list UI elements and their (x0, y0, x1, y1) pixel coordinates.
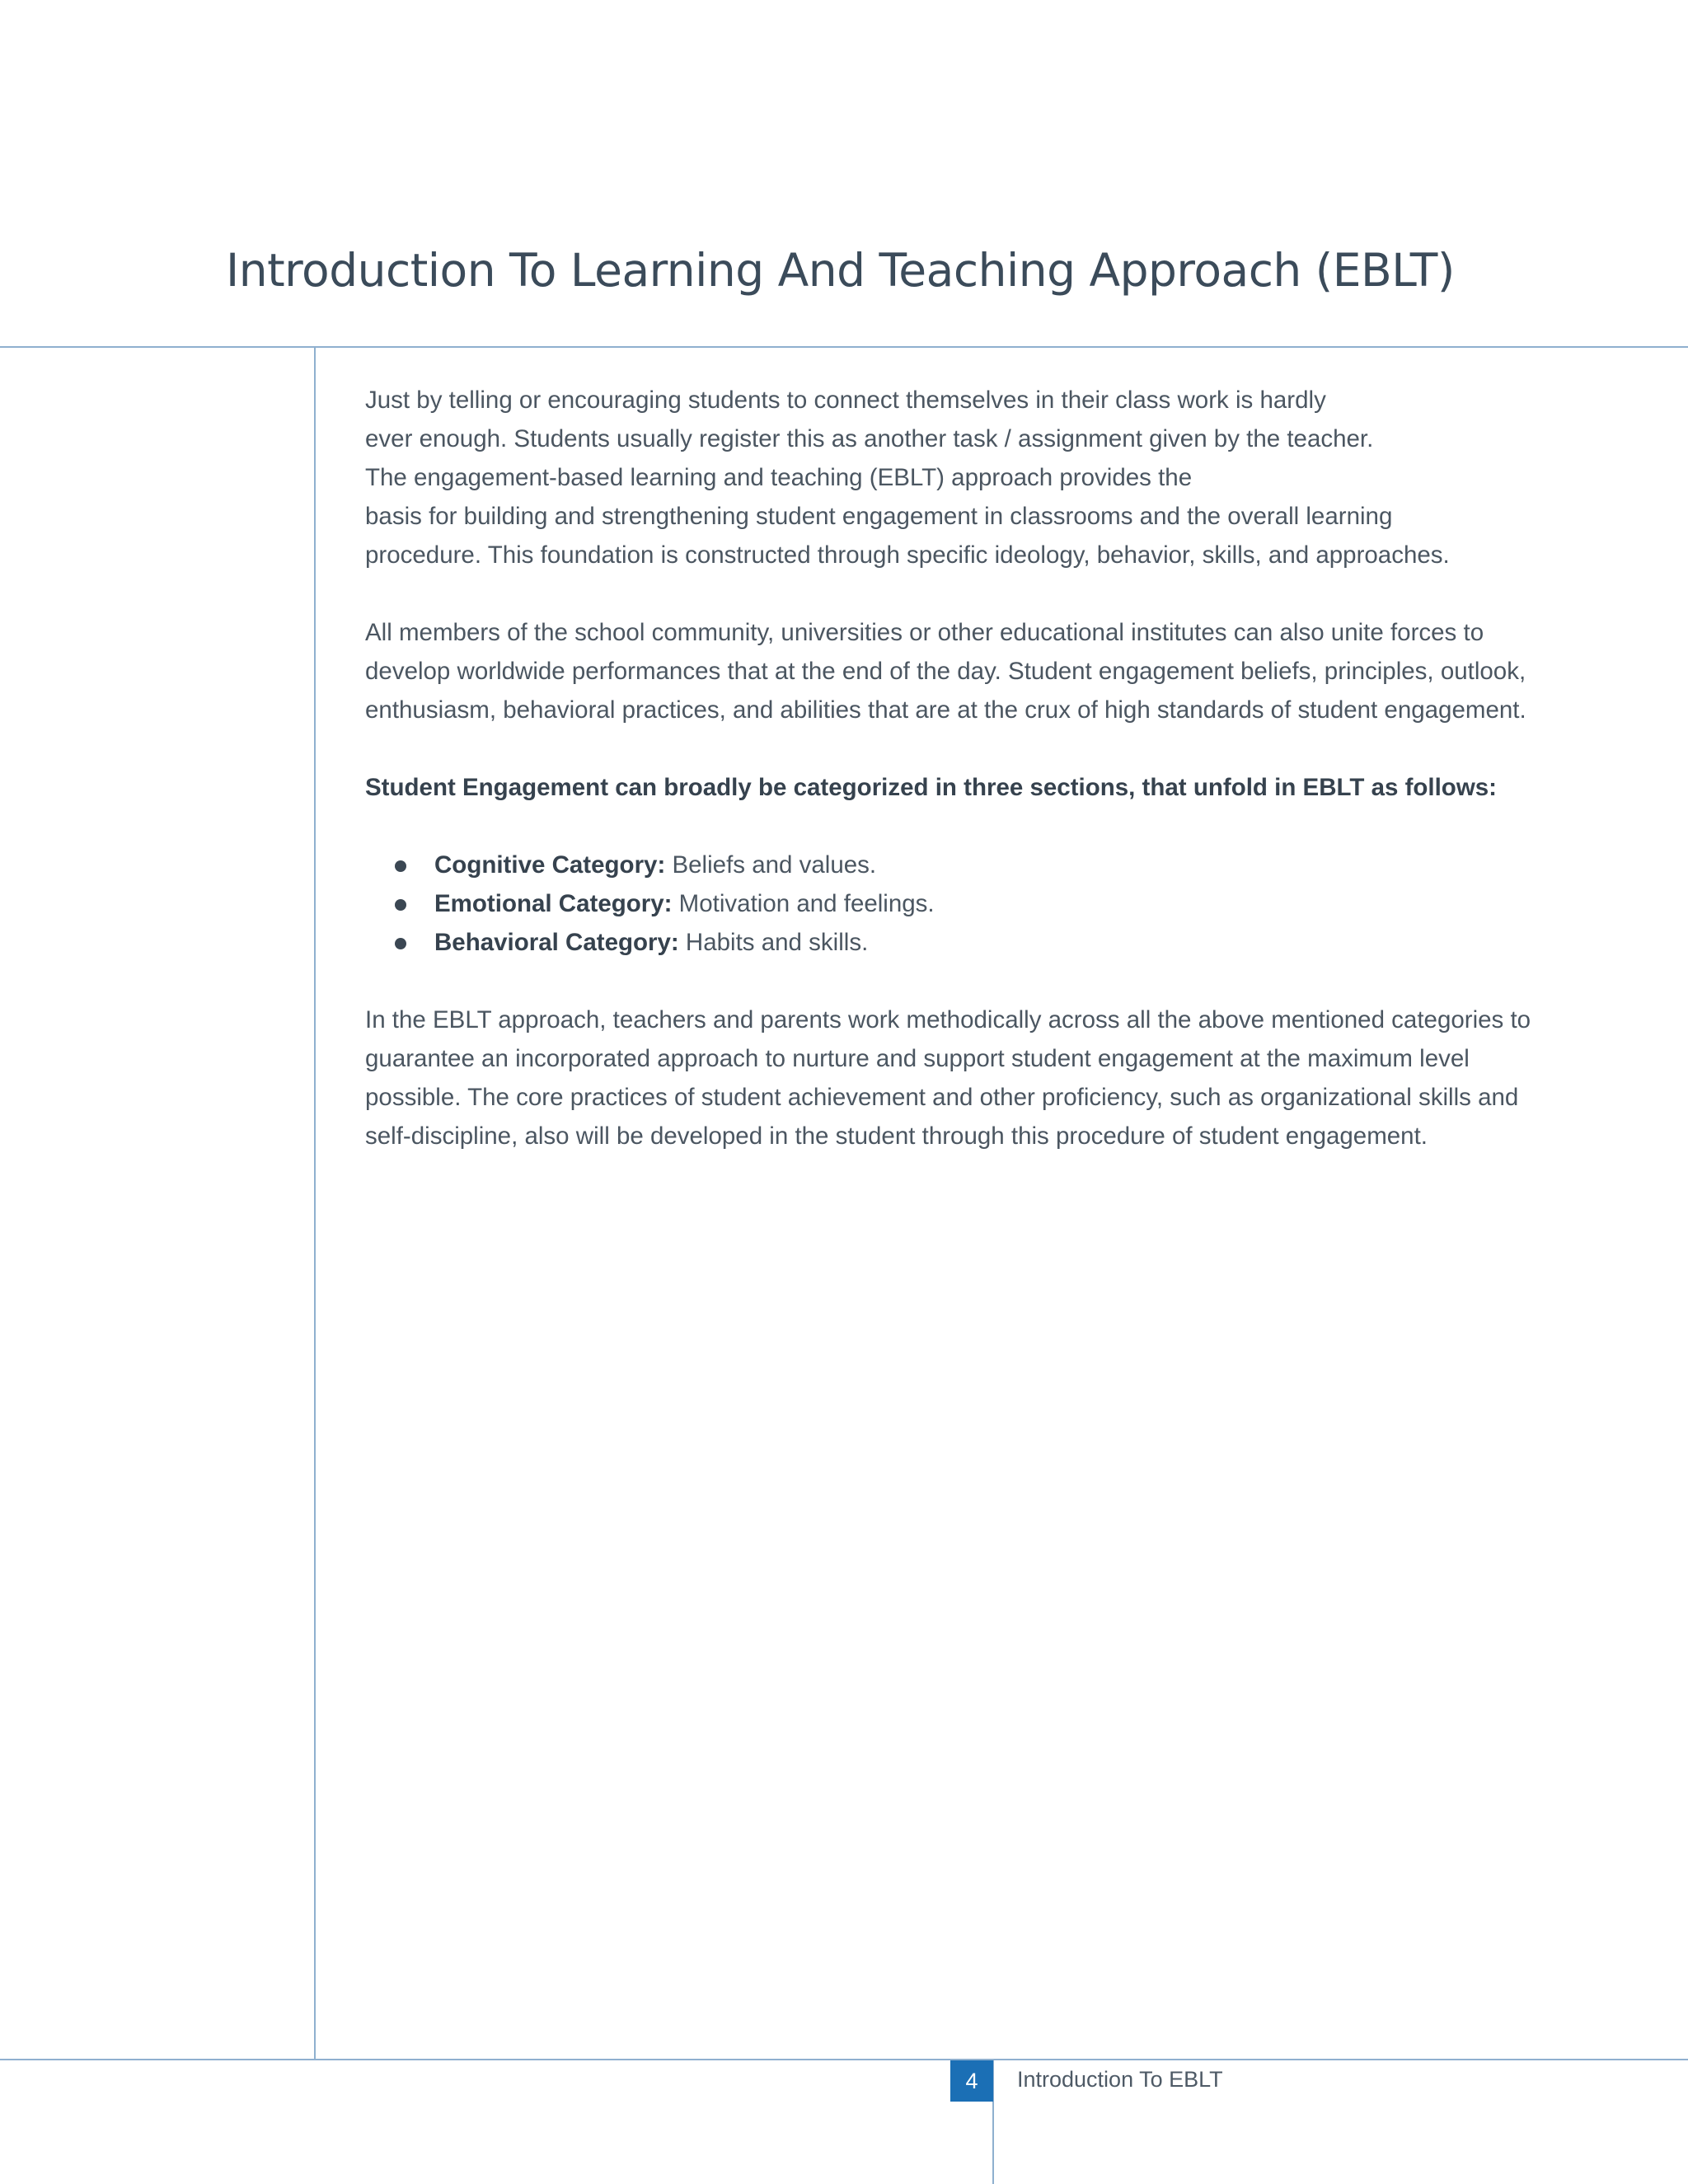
category-description: Habits and skills. (678, 929, 869, 956)
category-description: Motivation and feelings. (672, 890, 935, 917)
intro-paragraph (365, 381, 1536, 574)
category-list (365, 846, 1536, 962)
text-line: procedure. This foundation is constructed through specific ideology, behavior, skills, and approaches. (365, 541, 1450, 569)
text-line: enthusiasm, behavioral practices, and abilities that are at the crux of high standards of student engagement. (365, 696, 1526, 724)
text-line: basis for building and strengthening student engagement in classrooms and the overall learning (365, 503, 1393, 530)
list-item-emotional (365, 884, 1536, 923)
text-line: ever enough. Students usually register this as another task / assignment given by the teacher. (365, 425, 1374, 452)
text-line: All members of the school community, universities or other educational institutes can also unite forces to (365, 619, 1484, 646)
community-paragraph (365, 613, 1536, 729)
page-number-badge: 4 (950, 2060, 993, 2102)
text-line: guarantee an incorporated approach to nurture and support student engagement at the maximum level (365, 1045, 1470, 1072)
text-line: possible. The core practices of student achievement and other proficiency, such as organizational skills and (365, 1084, 1519, 1111)
text-line: self-discipline, also will be developed in the student through this procedure of student engagement. (365, 1122, 1428, 1150)
footer-divider (0, 2059, 1688, 2060)
category-term: Behavioral Category: (434, 929, 679, 956)
margin-rule (314, 347, 316, 2060)
text-line: The engagement-based learning and teaching (EBLT) approach provides the (365, 464, 1193, 491)
text-line: develop worldwide performances that at the end of the day. Student engagement beliefs, principles, outlook, (365, 658, 1526, 685)
text-line: In the EBLT approach, teachers and parents work methodically across all the above mentioned categories to (365, 1006, 1531, 1033)
category-description: Beliefs and values. (665, 851, 877, 879)
approach-paragraph (365, 1001, 1536, 1155)
header-divider (0, 346, 1688, 348)
list-item-behavioral (365, 923, 1536, 962)
bullet-icon (395, 860, 406, 872)
page-title: Introduction To Learning And Teaching Approach (EBLT) (226, 244, 1455, 297)
footer-section-label: Introduction To EBLT (1017, 2067, 1223, 2092)
category-term: Cognitive Category: (434, 851, 666, 879)
categories-lead-in: Student Engagement can broadly be categorized in three sections, that unfold in EBLT as follows: (365, 774, 1498, 801)
bullet-icon (395, 899, 406, 911)
category-term: Emotional Category: (434, 890, 673, 917)
list-item-cognitive (365, 846, 1536, 884)
bullet-icon (395, 938, 406, 949)
text-line: Just by telling or encouraging students to connect themselves in their class work is hardly (365, 387, 1326, 414)
body-copy (365, 381, 1536, 1194)
